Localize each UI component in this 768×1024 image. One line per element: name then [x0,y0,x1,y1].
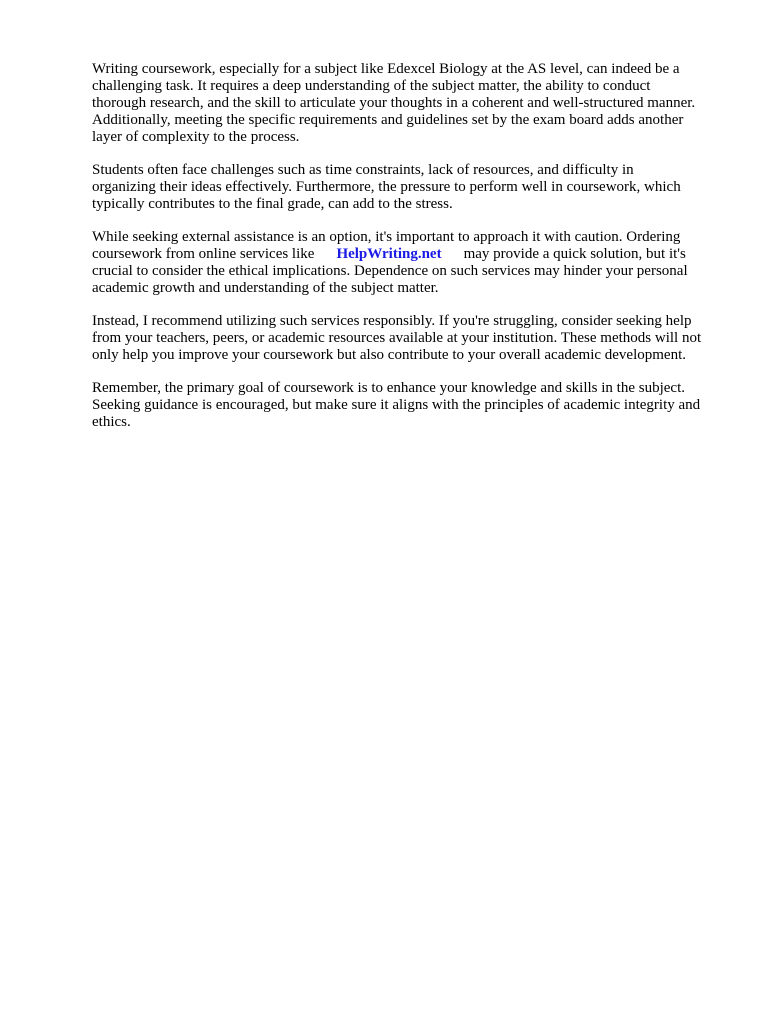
text-line: typically contributes to the final grade, can add to the stress. [92,196,453,212]
text-line: only help you improve your coursework but also contribute to your overall academic development. [92,347,687,363]
text-line: Seeking guidance is encouraged, but make sure it aligns with the principles of academic integrity and [92,397,701,413]
text-line: challenging task. It requires a deep understanding of the subject matter, the ability to conduct [92,78,651,94]
text-line: Students often face challenges such as time constraints, lack of resources, and difficulty in [92,162,634,178]
text-fragment: coursework from online services like [92,246,315,262]
text-line: Instead, I recommend utilizing such services responsibly. If you're struggling, consider seeking help [92,313,692,329]
paragraph-conclusion [92,380,732,431]
paragraph-challenges [92,162,732,213]
text-line: Additionally, meeting the specific requirements and guidelines set by the exam board adds another [92,112,684,128]
paragraph-intro [92,61,732,146]
text-line: layer of complexity to the process. [92,129,300,145]
document-body [92,61,732,447]
paragraph-external-assistance [92,229,732,297]
text-line-with-link [92,246,732,263]
text-line: thorough research, and the skill to articulate your thoughts in a coherent and well-structured manner. [92,95,696,111]
text-line: ethics. [92,414,131,430]
helpwriting-link[interactable]: HelpWriting.net [336,246,442,262]
text-line: from your teachers, peers, or academic resources available at your institution. These methods will not [92,330,702,346]
text-fragment: may provide a quick solution, but it's [463,246,686,262]
text-line: While seeking external assistance is an option, it's important to approach it with caution. Ordering [92,229,681,245]
paragraph-recommendation [92,313,732,364]
text-line: Writing coursework, especially for a subject like Edexcel Biology at the AS level, can indeed be a [92,61,680,77]
text-line: academic growth and understanding of the subject matter. [92,280,439,296]
text-line: Remember, the primary goal of coursework is to enhance your knowledge and skills in the subject. [92,380,685,396]
text-line: crucial to consider the ethical implications. Dependence on such services may hinder your personal [92,263,688,279]
text-line: organizing their ideas effectively. Furthermore, the pressure to perform well in coursework, which [92,179,681,195]
